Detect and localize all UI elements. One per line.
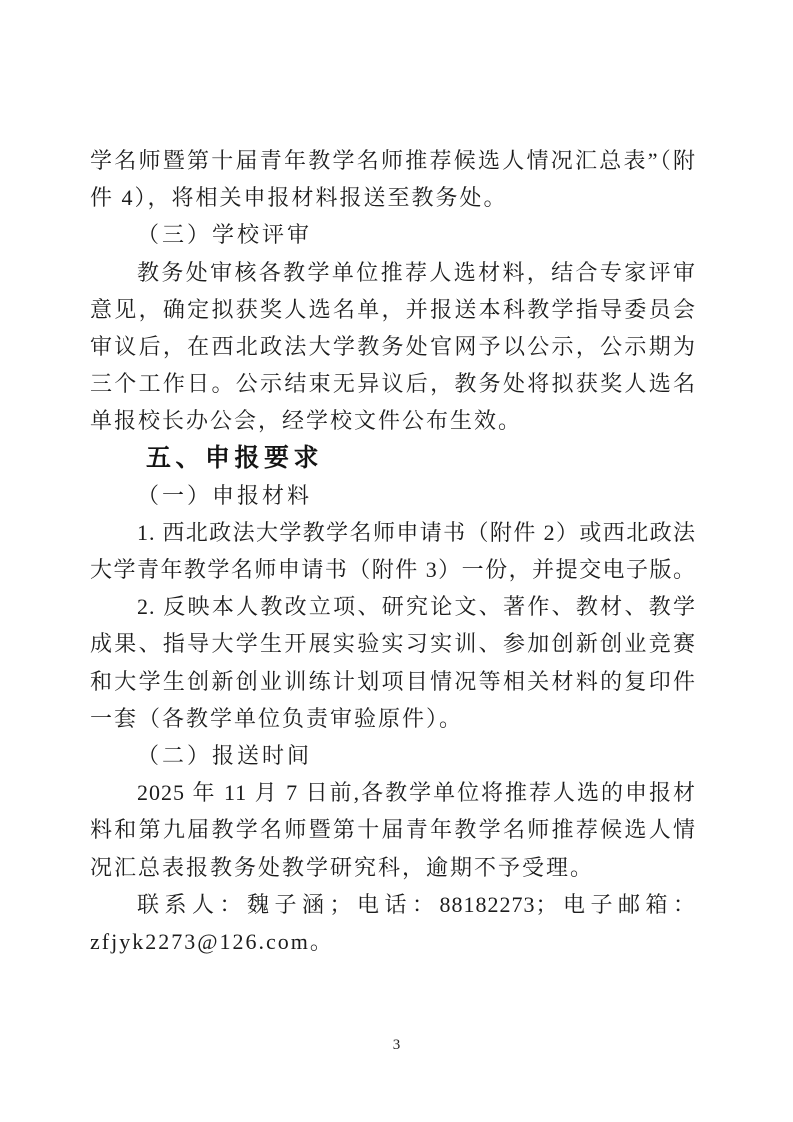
text-line-17: （二）报送时间 <box>137 743 313 768</box>
text-line-15: 和大学生创新创业训练计划项目情况等相关材料的复印件 <box>90 668 696 694</box>
text-line-20: 况汇总表报教务处教学研究科，逾期不予受理。 <box>90 854 595 880</box>
text-line-16: 一套（各教学单位负责审验原件）。 <box>90 705 464 731</box>
page-number: 3 <box>392 1037 401 1053</box>
text-line-13: 2. 反映本人教改立项、研究论文、著作、教材、教学 <box>137 594 696 620</box>
text-line-8: 单报校长办公会，经学校文件公布生效。 <box>90 408 523 434</box>
text-line-5: 意见，确定拟获奖人选名单，并报送本科教学指导委员会 <box>90 296 696 322</box>
document-text-body <box>90 142 696 960</box>
text-line-2: 件 4），将相关申报材料报送至教务处。 <box>90 185 508 211</box>
text-line-12: 大学青年教学名师申请书（附件 3）一份，并提交电子版。 <box>90 557 696 583</box>
text-line-3: （三）学校评审 <box>137 222 313 248</box>
text-line-9: 五、申报要求 <box>146 443 324 472</box>
text-line-4: 教务处审核各教学单位推荐人选材料，结合专家评审 <box>137 259 696 285</box>
text-line-7: 三个工作日。公示结束无异议后，教务处将拟获奖人选名 <box>90 371 696 397</box>
text-line-19: 料和第九届教学名师暨第十届青年教学名师推荐候选人情 <box>90 817 696 843</box>
text-line-18: 2025 年 11 月 7 日前,各教学单位将推荐人选的申报材 <box>137 780 696 806</box>
text-line-21: 联系人：魏子涵；电话：88182273；电子邮箱： <box>137 891 696 917</box>
text-line-22: zfjyk2273@126.com。 <box>90 928 334 954</box>
text-line-6: 审议后，在西北政法大学教务处官网予以公示，公示期为 <box>90 333 696 359</box>
text-line-10: （一）申报材料 <box>137 482 313 508</box>
text-line-11: 1. 西北政法大学教学名师申请书（附件 2）或西北政法 <box>137 519 696 545</box>
page-footer <box>0 1036 793 1054</box>
text-line-1: 学名师暨第十届青年教学名师推荐候选人情况汇总表”（附 <box>90 148 696 173</box>
text-line-14: 成果、指导大学生开展实验实习实训、参加创新创业竞赛 <box>90 631 696 657</box>
